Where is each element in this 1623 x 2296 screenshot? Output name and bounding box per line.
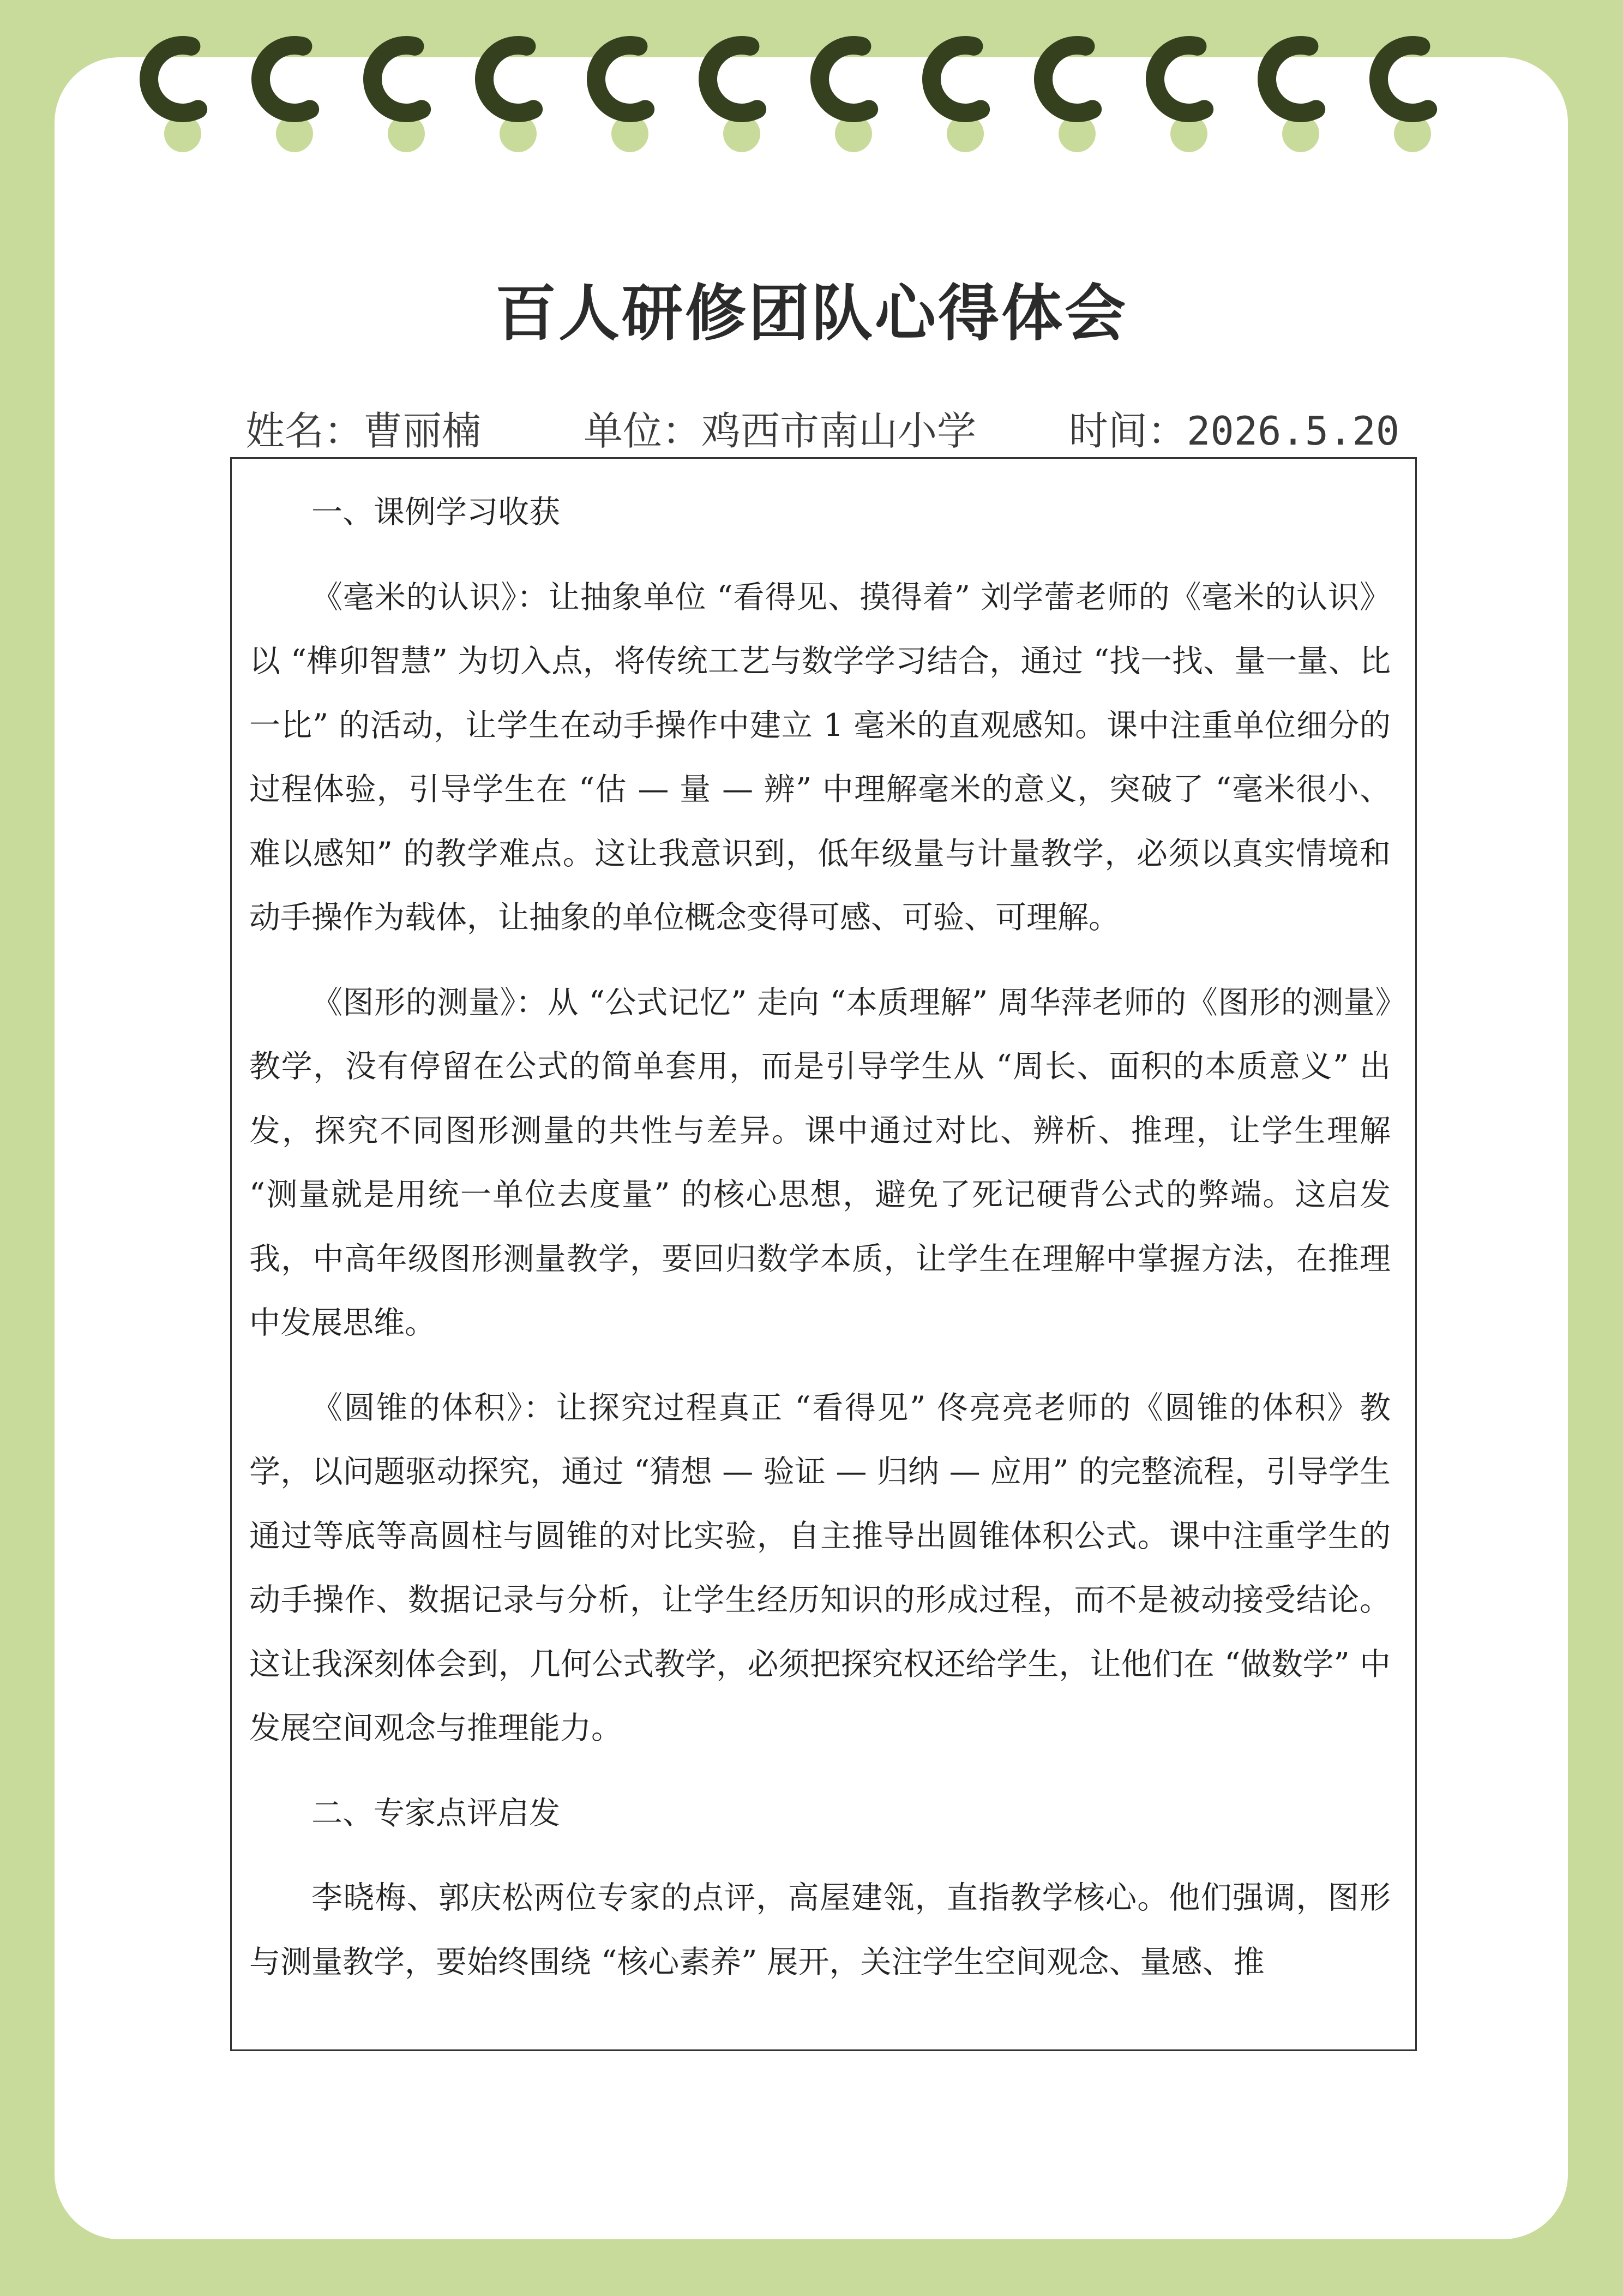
paragraph: 《图形的测量》：从 “公式记忆” 走向 “本质理解” 周华萍老师的《图形的测量》教学，没有停留在公式的简单套用，而是引导学生从 “周长、面积的本质意义” 出发，探究不同图形测量的共性与差异。课中通过对比、辨析、推理，让学生理解 “测量就是用统一单位去度量” 的核心思想，避免了死记硬背公式的弊端。这启发我，中高年级图形测量教学，要回归数学本质，让学生在理解中掌握方法，在推理中发展思维。 xyxy=(249,984,1391,1341)
binder-ring-icon xyxy=(372,45,425,152)
binder-ring-icon xyxy=(596,45,648,152)
binder-ring-icon xyxy=(149,45,201,152)
section-heading: 一、课例学习收获 xyxy=(311,494,560,530)
binder-rings xyxy=(0,0,1623,164)
binder-ring-icon xyxy=(708,45,760,152)
page-title: 百人研修团队心得体会 xyxy=(495,278,1128,349)
binder-ring-icon xyxy=(1155,45,1207,152)
binder-ring-icon xyxy=(820,45,872,152)
binder-ring-icon xyxy=(931,45,984,152)
author-name: 姓名：曹丽楠 xyxy=(245,408,482,454)
paragraph: 李晓梅、郭庆松两位专家的点评，高屋建瓴，直指教学核心。他们强调，图形与测量教学，要始终围绕 “核心素养” 展开，关注学生空间观念、量感、推 xyxy=(249,1880,1391,1980)
binder-ring-icon xyxy=(1379,45,1431,152)
author-unit: 单位：鸡西市南山小学 xyxy=(584,408,977,454)
binder-ring-icon xyxy=(1267,45,1319,152)
content-box xyxy=(230,457,1417,2051)
date-text: 时间：2026.5.20 xyxy=(1069,408,1400,454)
paragraph: 《毫米的认识》：让抽象单位 “看得见、摸得着” 刘学蕾老师的《毫米的认识》以 “榫卯智慧” 为切入点，将传统工艺与数学学习结合，通过 “找一找、量一量、比一比” 的活动，让学生在动手操作中建立 1 毫米的直观感知。课中注重单位细分的过程体验，引导学生在 “估 — 量 — 辨” 中理解毫米的意义，突破了 “毫米很小、难以感知” 的教学难点。这让我意识到，低年级量与计量教学，必须以真实情境和动手操作为载体，让抽象的单位概念变得可感、可验、可理解。 xyxy=(249,579,1391,936)
info-line xyxy=(245,401,1418,461)
binder-ring-icon xyxy=(484,45,537,152)
paragraph: 《圆锥的体积》：让探究过程真正 “看得见” 佟亮亮老师的《圆锥的体积》教学，以问题驱动探究，通过 “猜想 — 验证 — 归纳 — 应用” 的完整流程，引导学生通过等底等高圆柱与圆锥的对比实验，自主推导出圆锥体积公式。课中注重学生的动手操作、数据记录与分析，让学生经历知识的形成过程，而不是被动接受结论。这让我深刻体会到，几何公式教学，必须把探究权还给学生，让他们在 “做数学” 中发展空间观念与推理能力。 xyxy=(249,1389,1391,1746)
binder-ring-icon xyxy=(261,45,313,152)
section-heading: 二、专家点评启发 xyxy=(311,1795,560,1831)
binder-ring-icon xyxy=(1043,45,1096,152)
